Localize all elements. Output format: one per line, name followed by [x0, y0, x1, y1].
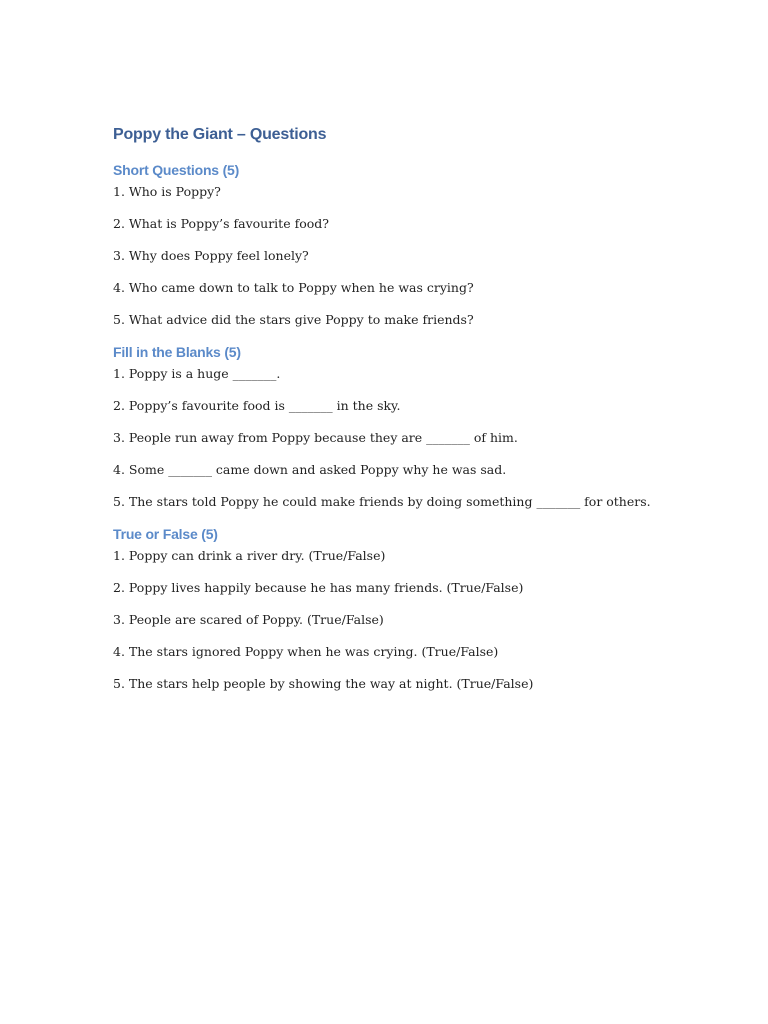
question-item: 5. The stars help people by showing the way at night. (True/False) — [113, 676, 534, 691]
section-heading: Fill in the Blanks (5) — [113, 344, 241, 360]
section-heading: True or False (5) — [113, 526, 218, 542]
section-heading: Short Questions (5) — [113, 162, 240, 178]
question-item: 1. Poppy is a huge _______. — [113, 366, 281, 381]
document-page — [113, 124, 713, 706]
page-title: Poppy the Giant – Questions — [113, 126, 327, 143]
section-true-or-false — [113, 524, 713, 694]
question-item: 1. Who is Poppy? — [113, 184, 221, 199]
question-item: 2. Poppy lives happily because he has many friends. (True/False) — [113, 580, 524, 595]
question-item: 3. People run away from Poppy because they are _______ of him. — [113, 430, 518, 445]
section-short-questions — [113, 160, 713, 330]
question-item: 3. People are scared of Poppy. (True/False) — [113, 612, 384, 627]
question-item: 2. Poppy’s favourite food is _______ in the sky. — [113, 398, 401, 413]
question-item: 5. What advice did the stars give Poppy to make friends? — [113, 312, 474, 327]
question-item: 2. What is Poppy’s favourite food? — [113, 216, 329, 231]
question-item: 4. The stars ignored Poppy when he was crying. (True/False) — [113, 644, 499, 659]
question-item: 4. Some _______ came down and asked Poppy why he was sad. — [113, 462, 507, 477]
question-item: 1. Poppy can drink a river dry. (True/False) — [113, 548, 386, 563]
question-item: 4. Who came down to talk to Poppy when he was crying? — [113, 280, 474, 295]
question-item: 5. The stars told Poppy he could make friends by doing something _______ for others. — [113, 494, 651, 509]
section-fill-in-the-blanks — [113, 342, 713, 512]
question-item: 3. Why does Poppy feel lonely? — [113, 248, 309, 263]
